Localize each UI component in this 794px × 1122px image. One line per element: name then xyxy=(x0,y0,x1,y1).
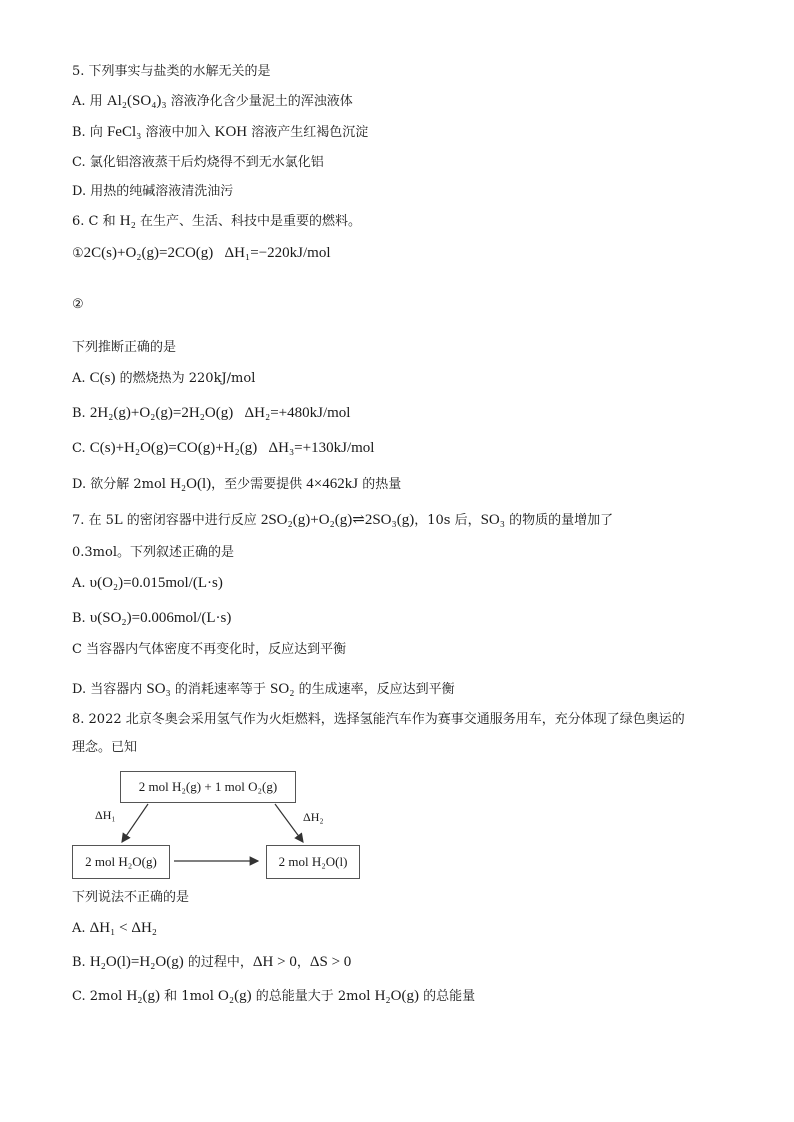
enthalpy-cycle-diagram xyxy=(70,764,370,884)
q8-option-b-formula: H₂O(l)=H₂O(g) xyxy=(89,954,184,970)
q6-stem xyxy=(72,212,754,231)
q6-stem-text-2: 在生产、生活、科技中是重要的燃料。 xyxy=(135,214,361,229)
q7-stem-line-1 xyxy=(72,511,754,530)
q7-option-d-formula: SO₃ xyxy=(146,681,171,697)
q8-option-a-formula: ΔH₁ < ΔH₂ xyxy=(89,920,158,936)
q8-option-c-text-4: 的总能量 xyxy=(418,989,476,1004)
q6-option-c-label: C. xyxy=(72,441,90,456)
q7-option-d-formula-2: SO₂ xyxy=(270,681,295,697)
q8-option-c xyxy=(72,987,754,1006)
q5-option-b-text: B. 向 xyxy=(72,125,107,140)
q5-option-b-formula-2: KOH xyxy=(214,124,248,140)
q7-option-d-text-2: 的消耗速率等于 xyxy=(170,682,271,697)
q5-option-b-text-2: 溶液中加入 xyxy=(141,125,215,140)
q6-eq1-marker: ① xyxy=(72,246,84,261)
q5-option-c: C. 氯化铝溶液蒸干后灼烧得不到无水氯化铝 xyxy=(72,155,324,170)
q5-option-a-text-2: 溶液净化含少量泥土的浑浊液体 xyxy=(166,94,353,109)
q7-stem-text-3: 的物质的量增加了 xyxy=(504,513,614,528)
q6-prompt: 下列推断正确的是 xyxy=(72,340,177,355)
q6-option-c xyxy=(72,439,754,458)
q6-eq1-formula: 2C(s)+O₂(g)=2CO(g) ΔH₁=−220kJ/mol xyxy=(83,245,331,261)
q6-option-a-formula: C(s) xyxy=(89,370,116,386)
q8-option-b-label: B. xyxy=(72,955,90,970)
q6-option-d xyxy=(72,475,754,494)
q8-stem-line-2: 理念。已知 xyxy=(72,740,138,755)
q6-option-b xyxy=(72,404,754,423)
diagram-label-dh2: ΔH₂ xyxy=(303,810,324,824)
q5-option-a xyxy=(72,92,754,111)
diagram-right-box: 2 mol H₂O(l) xyxy=(266,845,360,879)
q8-option-c-text-3: 的总能量大于 2mol xyxy=(251,989,375,1004)
q6-equation-1 xyxy=(72,244,754,263)
q5-option-d: D. 用热的纯碱溶液清洗油污 xyxy=(72,184,234,199)
q6-option-a-text: 的燃烧热为 220kJ/mol xyxy=(115,371,256,386)
q8-option-b xyxy=(72,953,754,972)
q7-stem-line-2: 0.3mol。下列叙述正确的是 xyxy=(72,545,234,560)
q8-option-b-separator: ， xyxy=(296,955,310,970)
diagram-label-dh1: ΔH₁ xyxy=(95,808,116,822)
q5-option-a-formula: Al₂(SO₄)₃ xyxy=(106,93,167,109)
q6-option-b-label: B. xyxy=(72,406,90,421)
q6-option-d-formula-2: 4×462kJ xyxy=(306,476,359,492)
q6-stem-formula: H₂ xyxy=(119,213,136,229)
q7-stem-formula-2: SO₃ xyxy=(480,512,505,528)
q8-option-c-text-2: 和 1mol xyxy=(160,989,219,1004)
q7-option-a-formula: υ(O₂)=0.015mol/(L·s) xyxy=(89,575,223,591)
q7-option-a-label: A. xyxy=(72,576,90,591)
q7-stem-formula: 2SO₂(g)+O₂(g)⇌2SO₃(g) xyxy=(260,512,415,528)
q8-prompt: 下列说法不正确的是 xyxy=(72,890,190,905)
q8-option-a-label: A. xyxy=(72,921,90,936)
q6-option-d-text-3: 的热量 xyxy=(358,477,402,492)
q8-option-b-formula-3: ΔS > 0 xyxy=(309,954,352,970)
q8-option-a xyxy=(72,919,754,938)
q8-option-c-text: C. 2mol xyxy=(72,989,127,1004)
q5-option-a-text: A. 用 xyxy=(72,94,107,109)
q6-stem-text: 6. C 和 xyxy=(72,214,120,229)
arrow-top-to-right xyxy=(275,804,303,842)
q7-option-c: C 当容器内气体密度不再变化时，反应达到平衡 xyxy=(72,642,347,657)
q7-option-d xyxy=(72,680,754,699)
q7-option-b xyxy=(72,609,754,628)
q7-option-b-label: B. xyxy=(72,611,90,626)
q8-option-c-formula-2: O₂(g) xyxy=(218,988,252,1004)
arrow-top-to-left xyxy=(122,804,148,842)
q6-option-a-label: A. xyxy=(72,371,90,386)
q6-option-d-text: D. 欲分解 2mol xyxy=(72,477,171,492)
q5-option-b xyxy=(72,123,754,142)
diagram-arrows xyxy=(70,764,370,884)
q7-option-a xyxy=(72,574,754,593)
q6-option-a xyxy=(72,369,754,388)
q8-stem-line-1: 8. 2022 北京冬奥会采用氢气作为火炬燃料，选择氢能汽车作为赛事交通服务用车，充分体现了绿色奥运的 xyxy=(72,712,685,727)
q5-stem: 5. 下列事实与盐类的水解无关的是 xyxy=(72,64,271,79)
q6-option-d-formula: H₂O(l) xyxy=(170,476,212,492)
q8-option-c-formula: H₂(g) xyxy=(126,988,161,1004)
q8-option-b-formula-2: ΔH > 0 xyxy=(252,954,297,970)
q7-option-d-text-3: 的生成速率，反应达到平衡 xyxy=(294,682,455,697)
q6-option-c-formula: C(s)+H₂O(g)=CO(g)+H₂(g) ΔH₃=+130kJ/mol xyxy=(89,440,375,456)
q8-option-b-text: 的过程中， xyxy=(183,955,253,970)
q8-option-c-formula-3: H₂O(g) xyxy=(374,988,419,1004)
q7-stem-text-2: ，10s 后， xyxy=(414,513,481,528)
q6-option-d-text-2: ，至少需要提供 xyxy=(211,477,307,492)
q5-option-b-formula: FeCl₃ xyxy=(106,124,142,140)
q6-equation-2-marker: ② xyxy=(72,297,84,312)
q5-option-b-text-3: 溶液产生红褐色沉淀 xyxy=(247,125,369,140)
q6-option-b-formula: 2H₂(g)+O₂(g)=2H₂O(g) ΔH₂=+480kJ/mol xyxy=(89,405,351,421)
q7-option-d-text: D. 当容器内 xyxy=(72,682,147,697)
q7-option-b-formula: υ(SO₂)=0.006mol/(L·s) xyxy=(89,610,232,626)
q7-stem-text: 7. 在 5L 的密闭容器中进行反应 xyxy=(72,513,261,528)
diagram-left-box: 2 mol H₂O(g) xyxy=(72,845,170,879)
diagram-top-box: 2 mol H₂(g) + 1 mol O₂(g) xyxy=(120,771,296,803)
